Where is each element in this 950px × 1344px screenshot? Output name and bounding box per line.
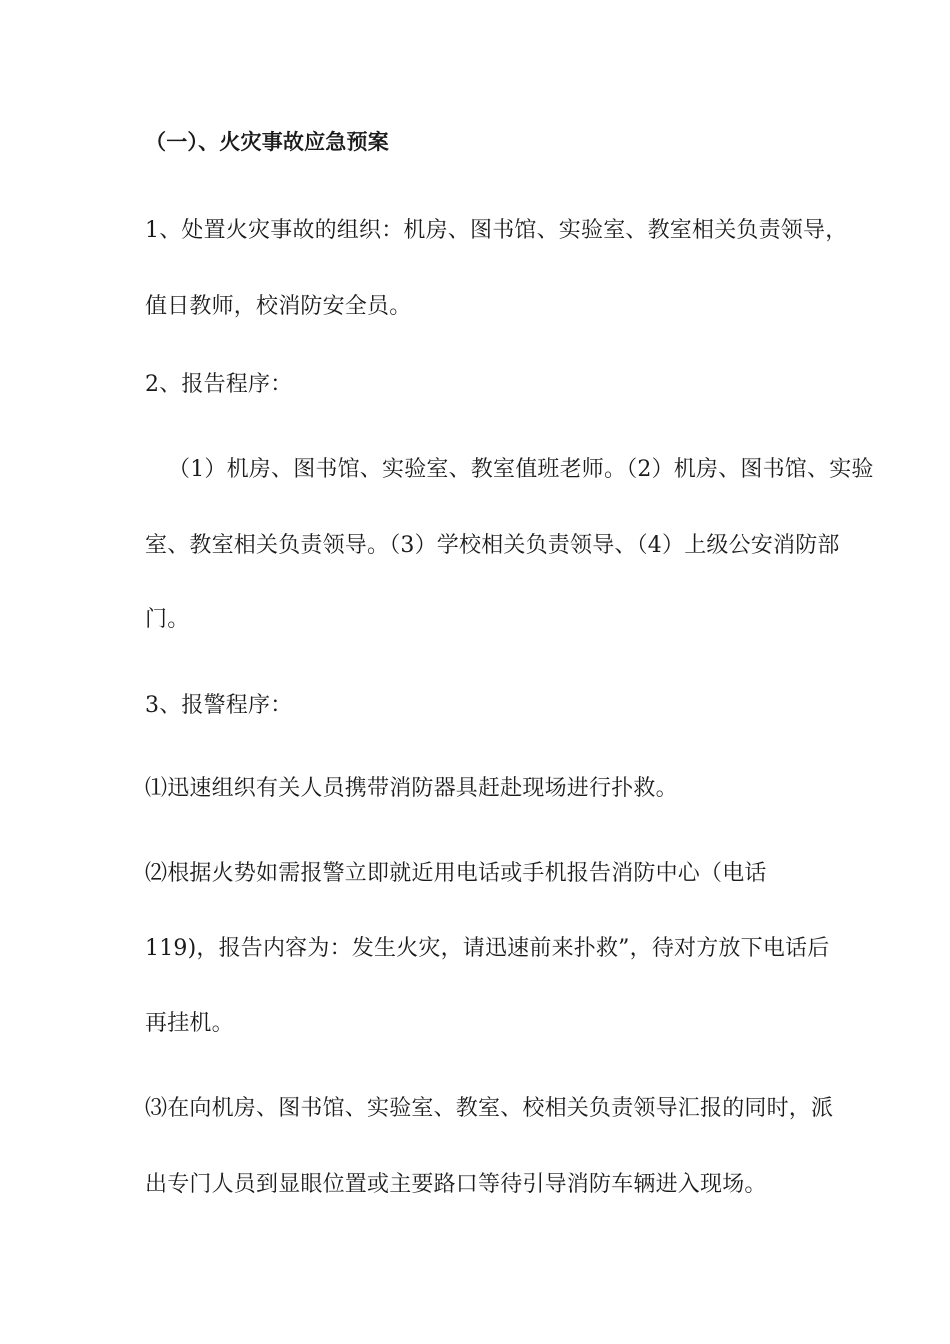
- list-item-line: 再挂机。: [145, 1011, 234, 1036]
- list-item-line: ⑵根据火势如需报警立即就近用电话或手机报告消防中心（电话: [145, 861, 767, 886]
- paragraph-line: 门。: [145, 607, 190, 632]
- list-item-line: 119)，报告内容为：发生火灾，请迅速前来扑救”，待对方放下电话后: [145, 936, 830, 961]
- paragraph-line: 值日教师，校消防安全员。: [145, 294, 412, 319]
- subsection-heading: 3、报警程序：: [145, 693, 293, 718]
- paragraph-line: 1、处置火灾事故的组织：机房、图书馆、实验室、教室相关负责领导，: [145, 218, 848, 243]
- list-item-line: ⑴迅速组织有关人员携带消防器具赶赴现场进行扑救。: [145, 776, 678, 801]
- subsection-heading: 2、报告程序：: [145, 372, 293, 397]
- list-item-line: ⑶在向机房、图书馆、实验室、教室、校相关负责领导汇报的同时，派: [145, 1096, 834, 1121]
- paragraph-line: 室、教室相关负责领导。（3）学校相关负责领导、（4）上级公安消防部: [145, 533, 840, 558]
- list-item-line: 出专门人员到显眼位置或主要路口等待引导消防车辆进入现场。: [145, 1172, 767, 1197]
- section-heading: （一）、火灾事故应急预案: [145, 130, 389, 154]
- paragraph-line: （1）机房、图书馆、实验室、教室值班老师。（2）机房、图书馆、实验: [168, 457, 874, 482]
